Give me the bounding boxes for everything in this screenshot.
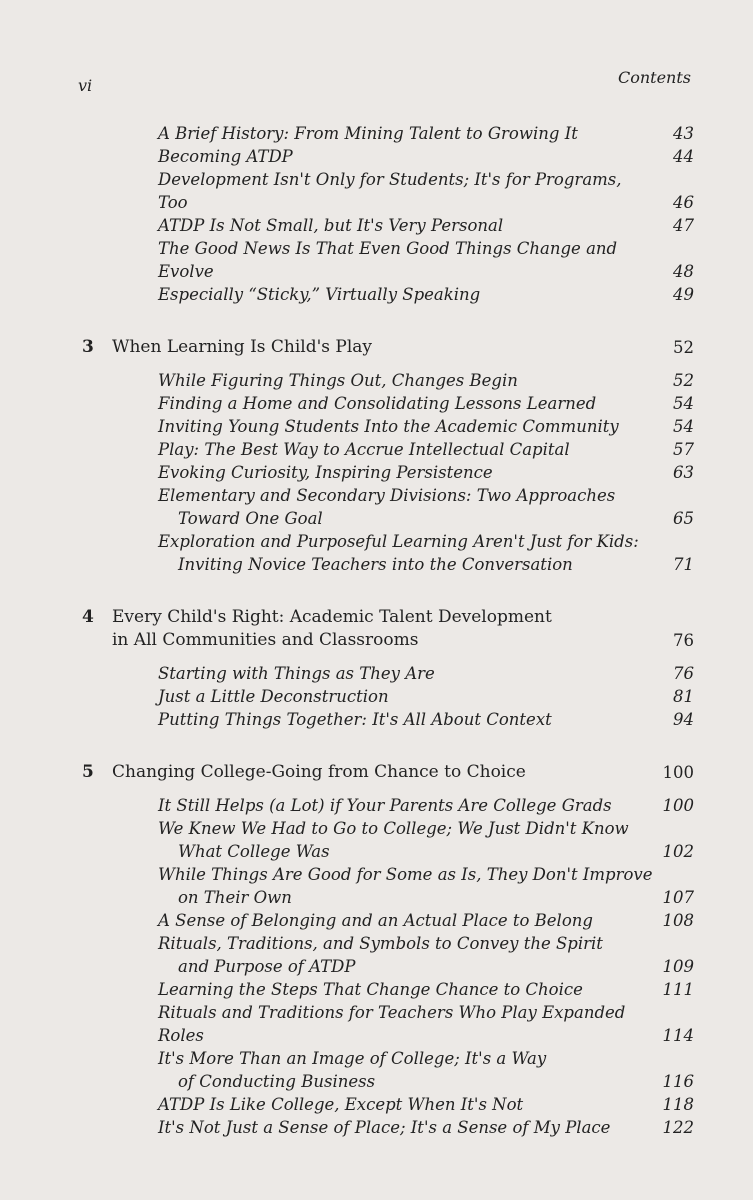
toc-section-entry (82, 932, 694, 978)
entry-page-number: 46 (673, 193, 694, 212)
entry-title (158, 369, 694, 392)
toc-section-entry (82, 1001, 694, 1047)
entry-page-number: 57 (673, 440, 694, 459)
entry-title-line: Elementary and Secondary Divisions: Two Approaches (158, 486, 616, 505)
toc-section-entry (82, 415, 694, 438)
entry-page-number: 108 (662, 911, 694, 930)
entry-page-number: 71 (673, 555, 694, 574)
entry-page-number: 54 (673, 394, 694, 413)
entry-title (158, 283, 694, 306)
toc-section-entry (82, 1047, 694, 1093)
toc-section-entry (82, 863, 694, 909)
entry-title (112, 761, 694, 784)
entry-title-continuation: Toward One Goal (178, 509, 323, 528)
entry-page-number: 48 (673, 262, 694, 281)
entry-title-line: Play: The Best Way to Accrue Intellectual Capital (158, 440, 570, 459)
entry-title-line: While Things Are Good for Some as Is, They Don't Improve (158, 865, 653, 884)
entry-page-number: 114 (662, 1026, 694, 1045)
entry-title (158, 122, 694, 145)
toc-chapter-entry (82, 761, 694, 784)
running-head: Contents (617, 68, 691, 87)
chapter-number: 4 (82, 607, 94, 627)
entry-page-number: 63 (673, 463, 694, 482)
entry-title-line: It's Not Just a Sense of Place; It's a Sense of My Place (158, 1118, 611, 1137)
toc-section-entry (82, 1093, 694, 1116)
toc-section-entry (82, 438, 694, 461)
entry-page-number: 54 (673, 417, 694, 436)
toc-section-entry (82, 909, 694, 932)
entry-title-line: Starting with Things as They Are (158, 664, 435, 683)
entry-title-continuation: on Their Own (178, 888, 292, 907)
entry-title (158, 237, 694, 283)
entry-title-line: While Figuring Things Out, Changes Begin (158, 371, 518, 390)
entry-title-line: Rituals and Traditions for Teachers Who Play Expanded Roles (158, 1003, 626, 1045)
entry-title-line: We Knew We Had to Go to College; We Just Didn't Know (158, 819, 629, 838)
entry-page-number: 107 (662, 888, 694, 907)
toc-section-entry (82, 461, 694, 484)
entry-title (158, 662, 694, 685)
toc-section-entry (82, 283, 694, 306)
entry-title (158, 794, 694, 817)
toc-section-entry (82, 530, 694, 576)
toc-chapter-entry (82, 336, 694, 359)
toc-section-entry (82, 1116, 694, 1139)
toc-section-entry (82, 708, 694, 731)
chapter-number: 3 (82, 337, 94, 357)
entry-title (158, 817, 694, 863)
entry-title (158, 145, 694, 168)
entry-title (158, 214, 694, 237)
entry-title-continuation: What College Was (178, 842, 330, 861)
entry-title (158, 484, 694, 530)
entry-title-line: Development Isn't Only for Students; It's for Programs, Too (158, 170, 622, 212)
entry-title-line: Evoking Curiosity, Inspiring Persistence (158, 463, 493, 482)
toc-section-entry (82, 168, 694, 214)
entry-title-line: It's More Than an Image of College; It's a Way (158, 1049, 547, 1068)
entry-title (158, 685, 694, 708)
entry-title-line: Becoming ATDP (158, 147, 293, 166)
entry-page-number: 100 (662, 763, 694, 782)
chapter-number: 5 (82, 762, 94, 782)
entry-title (158, 530, 694, 576)
entry-title-line: Exploration and Purposeful Learning Aren't Just for Kids: (158, 532, 639, 551)
toc-section-entry (82, 237, 694, 283)
toc-section-entry (82, 484, 694, 530)
entry-title (158, 708, 694, 731)
table-of-contents (82, 122, 694, 1139)
entry-title (158, 909, 694, 932)
toc-section-entry (82, 392, 694, 415)
toc-section-entry (82, 369, 694, 392)
entry-page-number: 102 (662, 842, 694, 861)
toc-section-entry (82, 214, 694, 237)
entry-title-line: ATDP Is Not Small, but It's Very Personal (158, 216, 504, 235)
entry-title-line: Especially “Sticky,” Virtually Speaking (158, 285, 481, 304)
entry-title (158, 932, 694, 978)
entry-title-line: It Still Helps (a Lot) if Your Parents Are College Grads (158, 796, 612, 815)
entry-title (158, 1047, 694, 1093)
entry-title-line: The Good News Is That Even Good Things Change and Evolve (158, 239, 618, 281)
entry-title-line: Just a Little Deconstruction (158, 687, 389, 706)
toc-section-entry (82, 145, 694, 168)
entry-title (158, 392, 694, 415)
entry-title-line: A Sense of Belonging and an Actual Place to Belong (158, 911, 593, 930)
toc-section-entry (82, 794, 694, 817)
entry-title-line: ATDP Is Like College, Except When It's Not (158, 1095, 524, 1114)
entry-page-number: 44 (673, 147, 694, 166)
entry-page-number: 76 (673, 631, 694, 650)
entry-title-line: A Brief History: From Mining Talent to Growing It (158, 124, 578, 143)
entry-title (158, 978, 694, 1001)
entry-title (158, 168, 694, 214)
toc-section-entry (82, 662, 694, 685)
entry-page-number: 52 (673, 371, 694, 390)
entry-title-line: Changing College-Going from Chance to Choice (112, 762, 526, 782)
entry-page-number: 76 (673, 664, 694, 683)
entry-page-number: 47 (673, 216, 694, 235)
toc-section-entry (82, 122, 694, 145)
entry-title (158, 1001, 694, 1047)
entry-title (158, 863, 694, 909)
entry-title-continuation: Inviting Novice Teachers into the Conversation (178, 555, 573, 574)
entry-title-line: Finding a Home and Consolidating Lessons Learned (158, 394, 597, 413)
entry-title-line: Learning the Steps That Change Chance to Choice (158, 980, 583, 999)
entry-page-number: 111 (662, 980, 694, 999)
toc-section-entry (82, 817, 694, 863)
entry-page-number: 43 (673, 124, 694, 143)
toc-section-entry (82, 685, 694, 708)
entry-title-line: Putting Things Together: It's All About Context (158, 710, 552, 729)
entry-page-number: 118 (662, 1095, 694, 1114)
entry-title (158, 415, 694, 438)
entry-page-number: 52 (673, 338, 694, 357)
entry-title (112, 606, 694, 652)
entry-title-line: When Learning Is Child's Play (112, 337, 373, 357)
entry-title (158, 438, 694, 461)
entry-title-continuation: in All Communities and Classrooms (112, 630, 419, 650)
entry-title (158, 461, 694, 484)
entry-page-number: 94 (673, 710, 694, 729)
entry-title (158, 1093, 694, 1116)
entry-page-number: 49 (673, 285, 694, 304)
entry-title-line: Every Child's Right: Academic Talent Development (112, 607, 552, 627)
entry-title (158, 1116, 694, 1139)
toc-section-entry (82, 978, 694, 1001)
entry-page-number: 65 (673, 509, 694, 528)
page-folio: vi (78, 76, 93, 95)
entry-page-number: 122 (662, 1118, 694, 1137)
toc-chapter-entry (82, 606, 694, 652)
entry-page-number: 109 (662, 957, 694, 976)
entry-page-number: 116 (662, 1072, 694, 1091)
entry-title-line: Rituals, Traditions, and Symbols to Convey the Spirit (158, 934, 603, 953)
entry-title-line: Inviting Young Students Into the Academic Community (158, 417, 619, 436)
entry-page-number: 100 (662, 796, 694, 815)
entry-title (112, 336, 694, 359)
entry-title-continuation: and Purpose of ATDP (178, 957, 356, 976)
entry-title-continuation: of Conducting Business (178, 1072, 376, 1091)
entry-page-number: 81 (673, 687, 694, 706)
